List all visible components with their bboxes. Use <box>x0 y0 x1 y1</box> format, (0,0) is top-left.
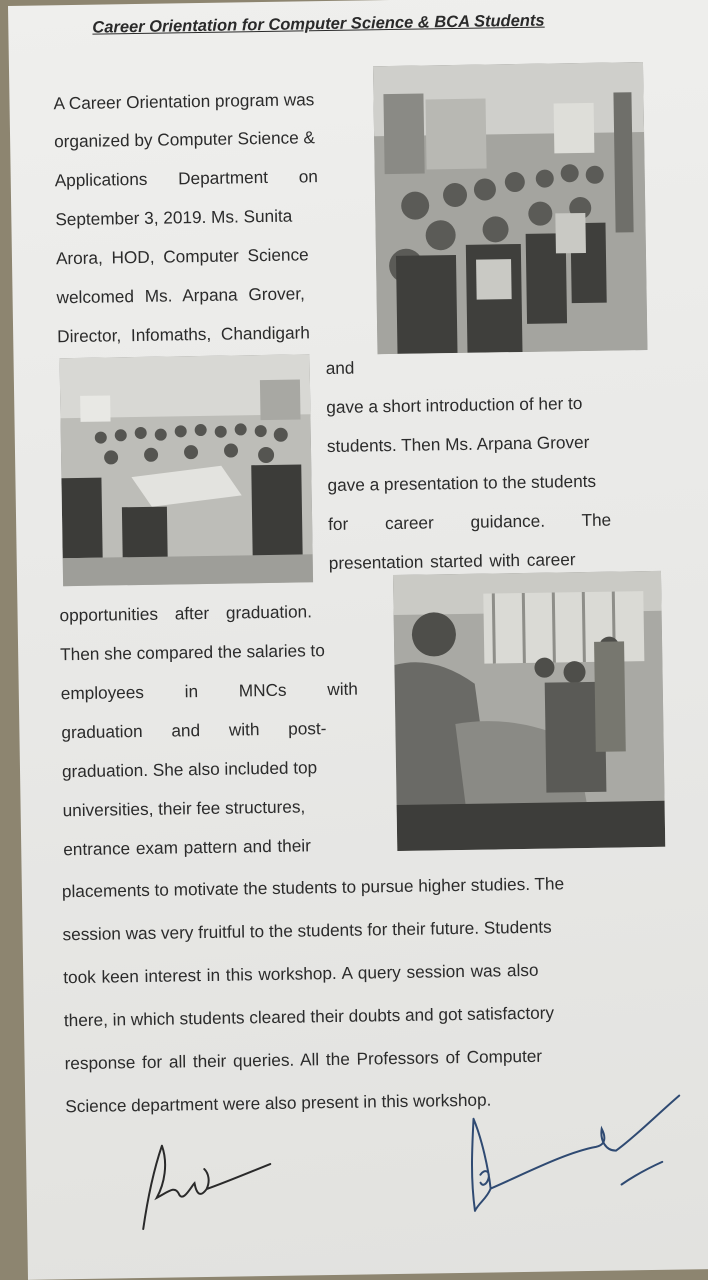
line-text: students. Then Ms. Arpana Grover <box>326 431 590 457</box>
document-page <box>8 0 708 1280</box>
paragraph-line <box>60 638 325 666</box>
line-text: there, in which students cleared their doubts and got satisfactory <box>63 1002 555 1031</box>
line-text: Applications Department on <box>54 166 319 191</box>
paragraph-line <box>62 915 551 947</box>
line-text: A Career Orientation program was <box>53 89 315 114</box>
line-text: Director, Infomaths, Chandigarh <box>57 322 310 347</box>
line-text: placements to motivate the students to pursue higher studies. The <box>61 873 565 902</box>
line-text: opportunities after graduation. <box>59 601 313 626</box>
paragraph-line <box>328 508 611 536</box>
line-text: Then she compared the salaries to <box>60 640 325 665</box>
paragraph-line <box>326 356 355 380</box>
paragraph-line <box>61 716 326 744</box>
line-text: response for all their queries. All the Professors of Computer <box>64 1045 543 1074</box>
document-title: Career Orientation for Computer Science & BCA Students <box>92 11 545 37</box>
paragraph-line <box>62 755 317 783</box>
paragraph-line <box>64 1044 542 1075</box>
paragraph-line <box>59 599 312 627</box>
paragraph-line <box>57 319 367 348</box>
line-text: and <box>325 357 355 379</box>
line-text: presentation started with career <box>328 549 576 574</box>
paragraph-line <box>56 242 356 271</box>
paragraph-line <box>64 1001 554 1033</box>
paragraph-line <box>65 1088 491 1119</box>
line-text: organized by Computer Science & <box>53 127 316 152</box>
paragraph-line <box>63 833 311 861</box>
paragraph-line <box>54 125 354 154</box>
line-text: employees in MNCs with <box>60 678 359 704</box>
paragraph-line <box>326 391 582 419</box>
paragraph-line <box>327 469 596 497</box>
line-text: universities, their fee structures, <box>62 796 306 821</box>
classroom-session-photo <box>60 354 314 586</box>
hod-signature <box>134 1132 286 1234</box>
paragraph-line <box>329 547 576 575</box>
line-text: graduation. She also included top <box>61 757 318 782</box>
paragraph-line <box>61 677 358 706</box>
line-text: welcomed Ms. Arpana Grover, <box>56 283 305 308</box>
line-text: session was very fruitful to the students for their future. Students <box>62 916 552 945</box>
paragraph-line <box>63 958 539 989</box>
paragraph-line <box>62 794 305 822</box>
line-text: graduation and with post- <box>61 718 327 743</box>
paragraph-line <box>53 87 353 116</box>
paragraph-line <box>62 871 565 903</box>
paragraph-line <box>55 203 355 232</box>
line-text: September 3, 2019. Ms. Sunita <box>55 205 293 230</box>
paragraph-line <box>56 281 356 310</box>
line-text: gave a short introduction of her to <box>326 393 583 418</box>
line-text: for career guidance. The <box>328 509 612 535</box>
paragraph-line <box>55 164 355 193</box>
principal-signature <box>455 1075 697 1219</box>
line-text: gave a presentation to the students <box>327 470 597 496</box>
paragraph-line <box>327 430 590 458</box>
students-seated-photo <box>393 571 665 851</box>
line-text: Science department were also present in this workshop. <box>65 1089 492 1117</box>
line-text: took keen interest in this workshop. A query session was also <box>63 959 539 988</box>
line-text: Arora, HOD, Computer Science <box>55 244 309 269</box>
line-text: entrance exam pattern and their <box>63 835 312 860</box>
auditorium-audience-photo <box>373 62 647 354</box>
